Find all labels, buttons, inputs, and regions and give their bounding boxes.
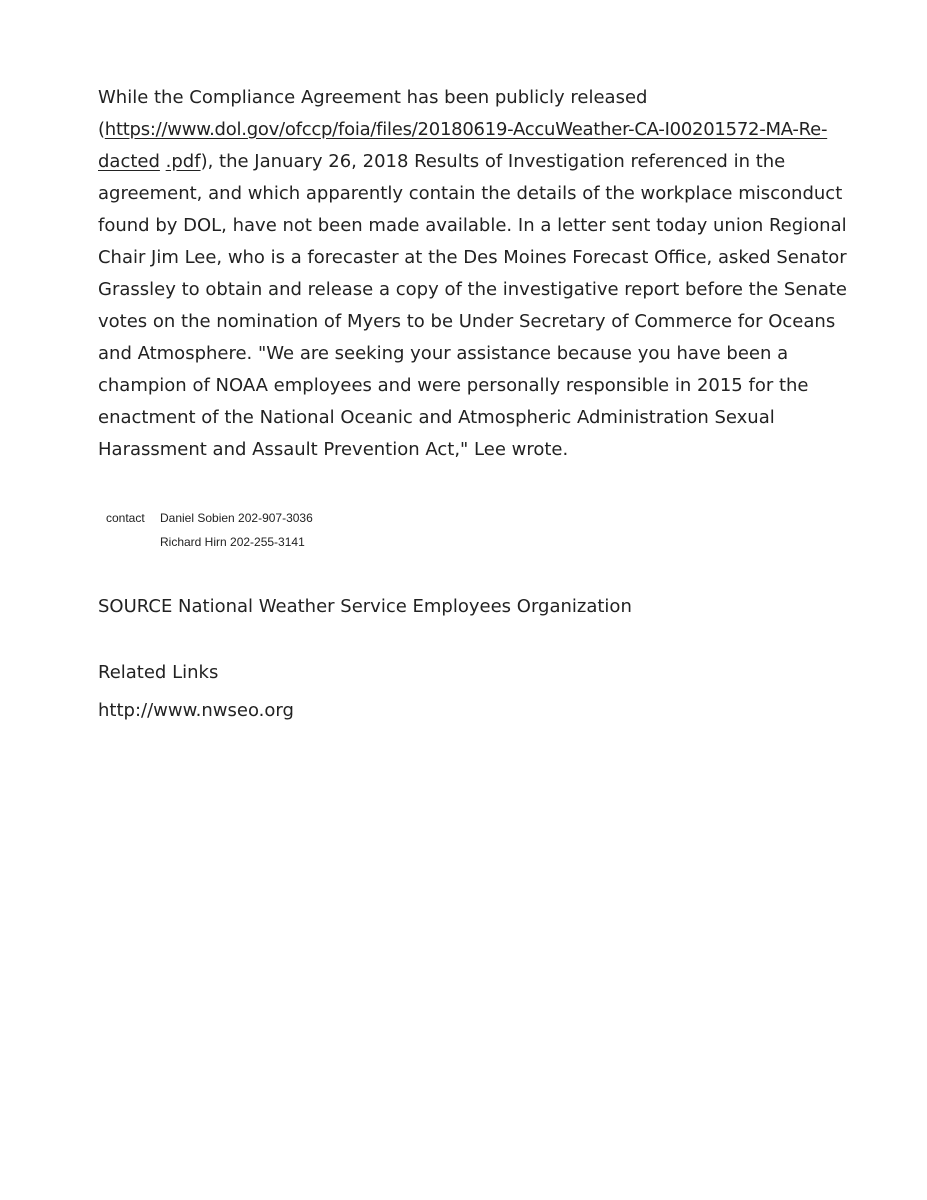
paragraph-line: and Atmosphere. "We are seeking your assistance because you have been a <box>98 343 789 364</box>
paragraph-line <box>98 114 827 146</box>
contact-entry: Daniel Sobien 202-907-3036 <box>160 511 313 525</box>
paragraph-line: While the Compliance Agreement has been publicly released <box>98 87 648 108</box>
paren-open: ( <box>98 119 105 140</box>
paragraph-line: Harassment and Assault Prevention Act," Lee wrote. <box>98 439 569 460</box>
related-link[interactable]: http://www.nwseo.org <box>98 700 294 721</box>
contact-label: contact <box>106 511 145 525</box>
paragraph-line: Grassley to obtain and release a copy of the investigative report before the Senate <box>98 279 847 300</box>
paragraph-line <box>98 146 785 178</box>
compliance-agreement-link-pdf[interactable]: .pdf <box>165 151 201 172</box>
paragraph-line: agreement, and which apparently contain the details of the workplace misconduct <box>98 183 843 204</box>
paragraph-line: enactment of the National Oceanic and Atmospheric Administration Sexual <box>98 407 775 428</box>
paragraph-line: votes on the nomination of Myers to be Under Secretary of Commerce for Oceans <box>98 311 836 332</box>
paragraph-line: found by DOL, have not been made available. In a letter sent today union Regional <box>98 215 847 236</box>
compliance-agreement-link[interactable]: https://www.dol.gov/ofccp/foia/files/20180619-AccuWeather-CA-I00201572-MA-Re- <box>104 119 828 140</box>
contact-entry: Richard Hirn 202-255-3141 <box>160 535 305 549</box>
source-line: SOURCE National Weather Service Employees Organization <box>98 596 632 617</box>
paragraph-line: Chair Jim Lee, who is a forecaster at the Des Moines Forecast Office, asked Senator <box>98 247 847 268</box>
paragraph-line: champion of NOAA employees and were personally responsible in 2015 for the <box>98 375 809 396</box>
related-links-heading: Related Links <box>98 662 219 683</box>
compliance-agreement-link-cont[interactable]: dacted <box>98 151 160 172</box>
paragraph-text: ), the January 26, 2018 Results of Investigation referenced in the <box>200 151 786 172</box>
